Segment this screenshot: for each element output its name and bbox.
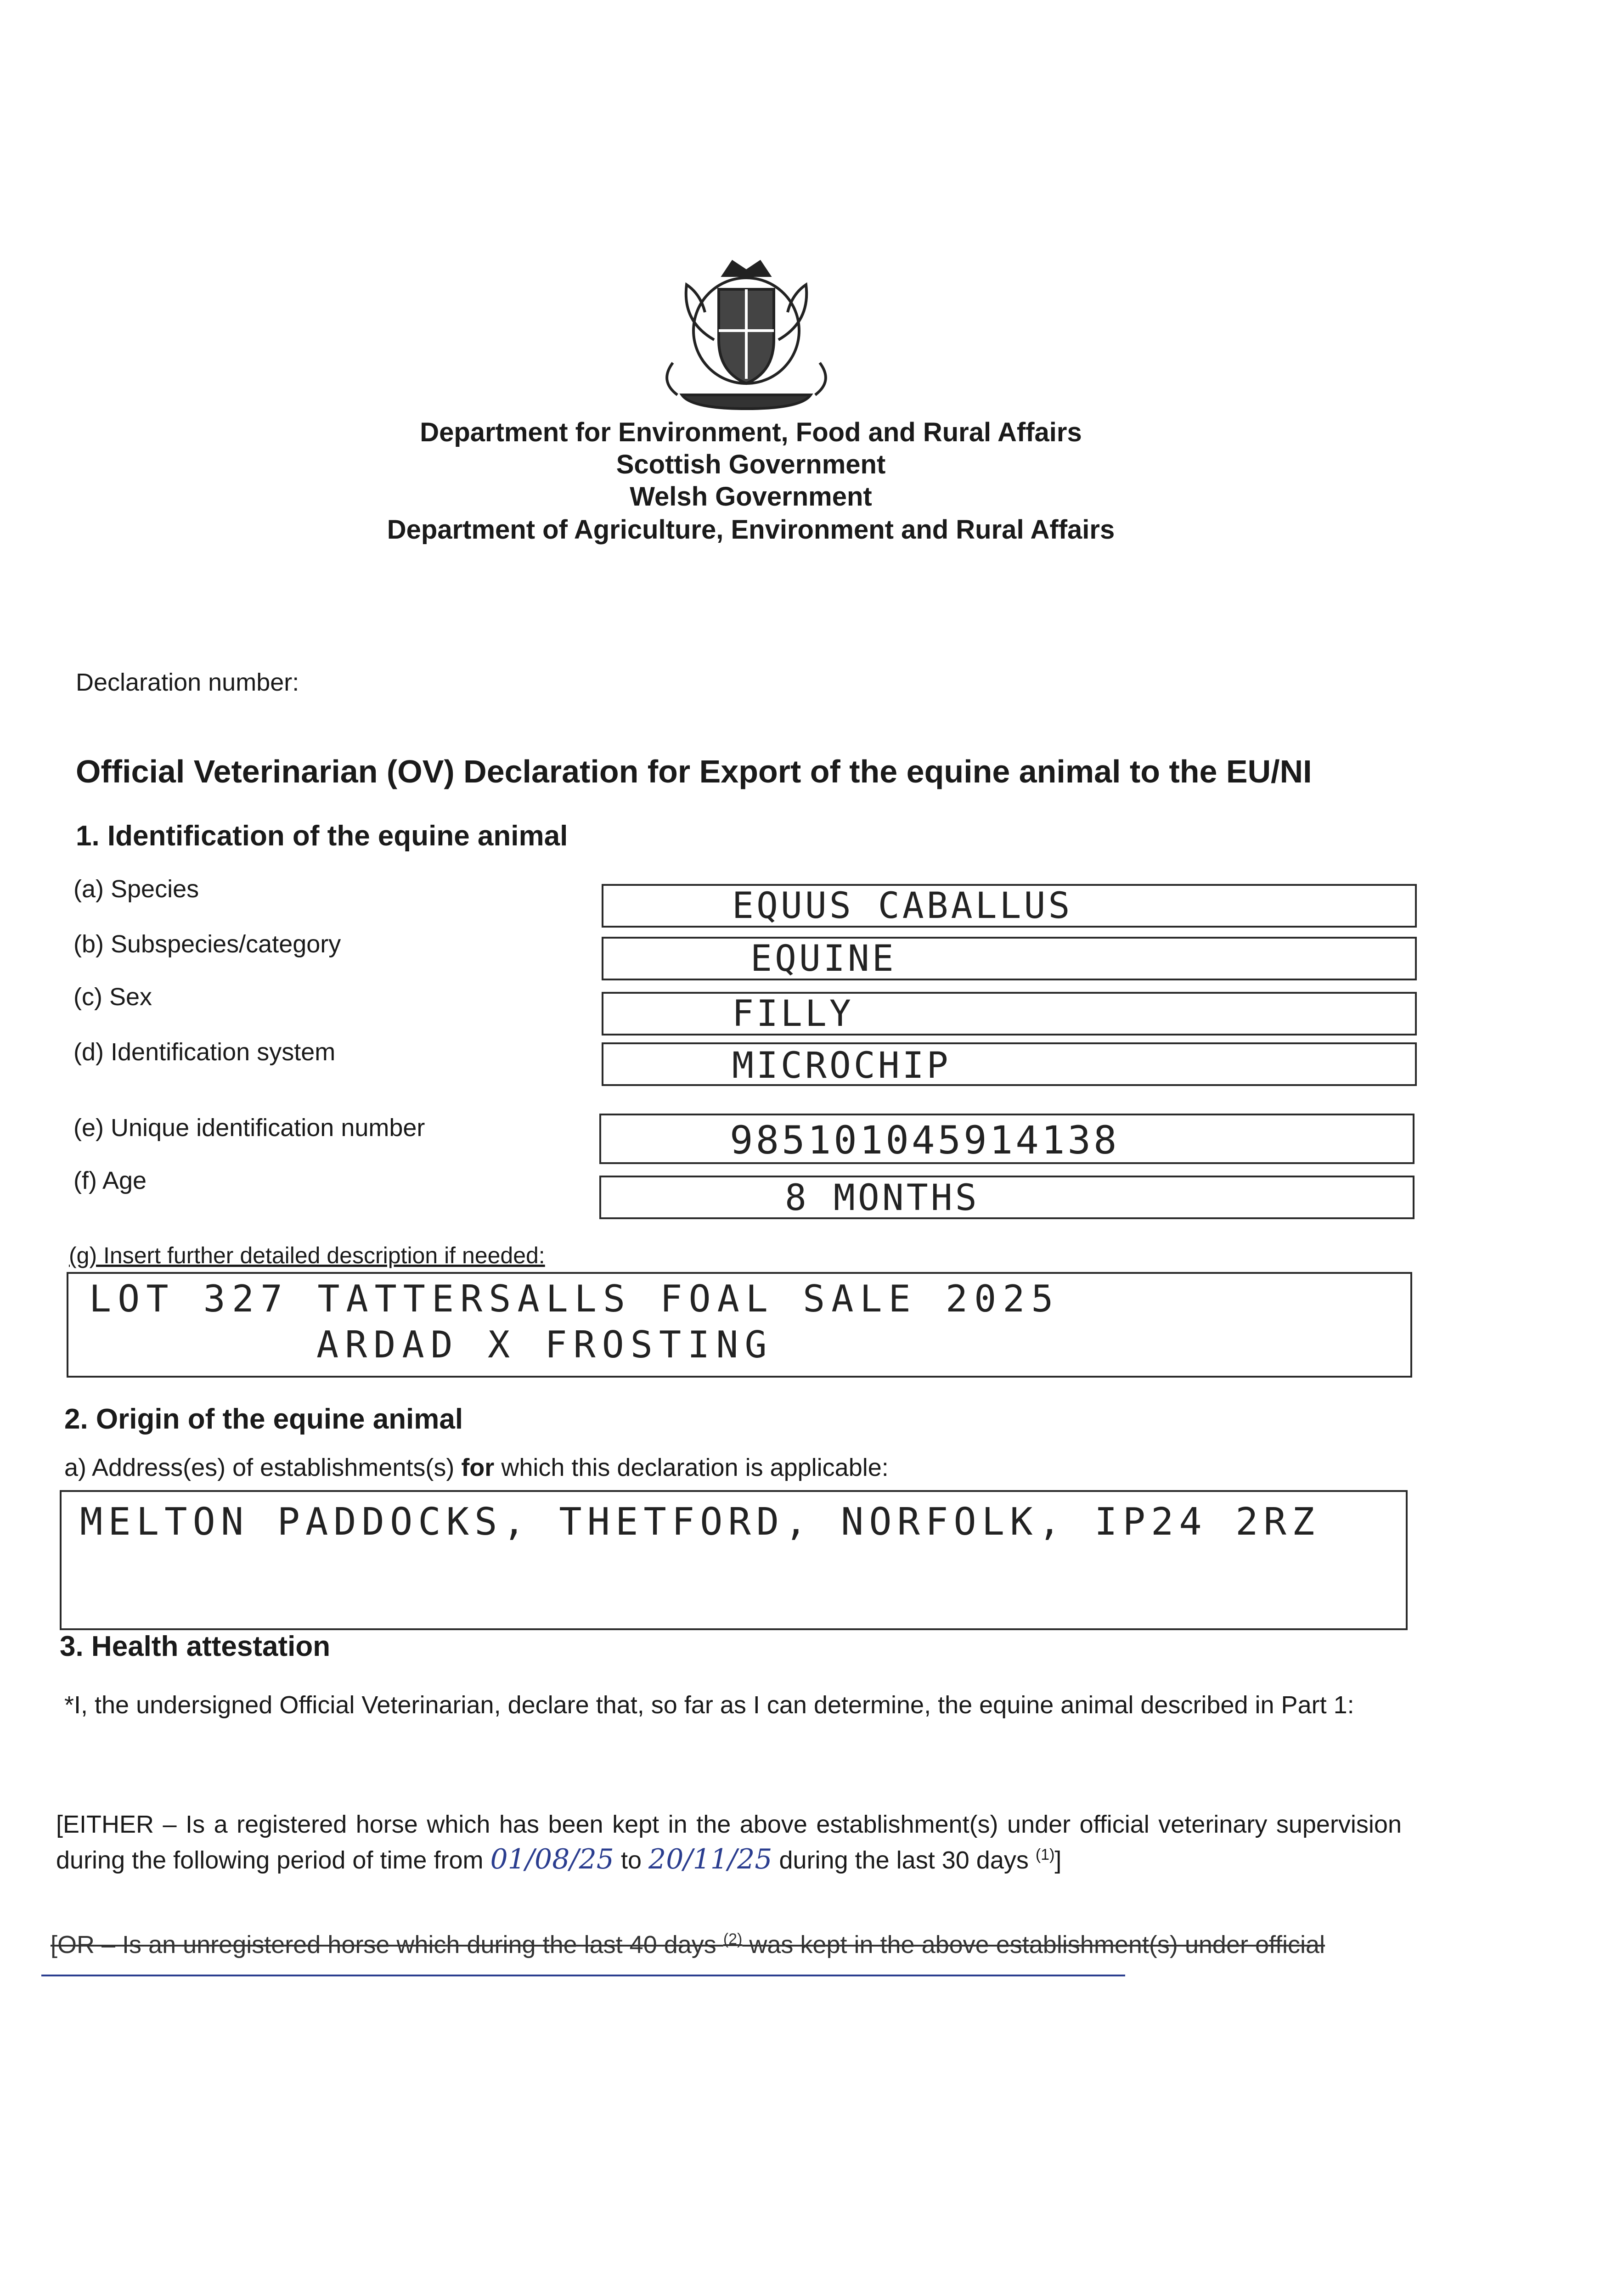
section1-heading: 1. Identification of the equine animal [76,820,568,852]
species-field[interactable] [602,884,1417,928]
either-text-1: [EITHER – Is a registered horse which has been kept in the above establishment(s) under official veterinary supervision during the following period of time from [56,1811,1402,1874]
date-from-value: 01/08/25 [490,1843,614,1875]
unique-id-field[interactable] [599,1114,1414,1164]
section3-heading: 3. Health attestation [60,1631,331,1662]
sex-label: (c) Sex [73,983,152,1011]
subspecies-label: (b) Subspecies/category [73,930,341,958]
unique-id-label: (e) Unique identification number [73,1114,425,1142]
dept-daera: Department of Agriculture, Environment and Rural Affairs [387,515,1115,545]
declaration-number-label: Declaration number: [76,669,299,696]
description-line-2: ARDAD X FROSTING [316,1323,773,1366]
identification-system-field[interactable] [602,1042,1417,1086]
address-label [64,1453,889,1482]
either-close: ] [1054,1846,1062,1874]
subspecies-value: EQUINE [750,938,896,979]
age-label: (f) Age [73,1167,147,1194]
address-field[interactable] [60,1490,1408,1630]
address-label-for: for [461,1454,495,1481]
age-value: 8 MONTHS [785,1177,980,1219]
address-value: MELTON PADDOCKS, THETFORD, NORFOLK, IP24 2RZ [80,1500,1320,1544]
description-label: (g) Insert further detailed description if needed: [69,1243,545,1268]
identification-system-label: (d) Identification system [73,1038,336,1066]
or-footnote-2: (2) [723,1930,743,1948]
or-text-1: [OR – Is an unregistered horse which during the last 40 days [51,1931,723,1958]
dept-welsh-government: Welsh Government [630,482,872,512]
strikeout-line [41,1975,1125,1976]
either-clause [56,1809,1402,1875]
identification-system-value: MICROCHIP [732,1045,951,1086]
unique-id-value: 985101045914138 [730,1118,1120,1163]
form-title: Official Veterinarian (OV) Declaration for Export of the equine animal to the EU/NI [76,754,1312,789]
subspecies-field[interactable] [602,937,1417,980]
section2-heading: 2. Origin of the equine animal [64,1403,463,1435]
dept-scottish-government: Scottish Government [616,450,886,479]
description-line-1: LOT 327 TATTERSALLS FOAL SALE 2025 [89,1277,1060,1320]
date-to-value: 20/11/25 [648,1843,772,1875]
address-label-part-c: which this declaration is applicable: [494,1454,889,1481]
sex-field[interactable] [602,992,1417,1035]
species-value: EQUUS CABALLUS [732,885,1073,927]
sex-value: FILLY [732,993,854,1035]
either-to: to [614,1846,649,1874]
either-text-2: during the last 30 days [772,1846,1036,1874]
or-clause-struck [51,1924,1325,1960]
or-text-2: was kept in the above establishment(s) under official [742,1931,1325,1958]
dept-defra: Department for Environment, Food and Rural Affairs [420,417,1082,447]
health-attestation-intro: *I, the undersigned Official Veterinarian, declare that, so far as I can determine, the equine animal described in Part 1: [64,1691,1354,1719]
description-field[interactable] [67,1272,1412,1378]
species-label: (a) Species [73,875,199,903]
age-field[interactable] [599,1176,1414,1219]
royal-coat-of-arms-crest [645,248,847,413]
address-label-part-a: a) Address(es) of establishments(s) [64,1454,462,1481]
either-footnote-1: (1) [1035,1846,1055,1863]
